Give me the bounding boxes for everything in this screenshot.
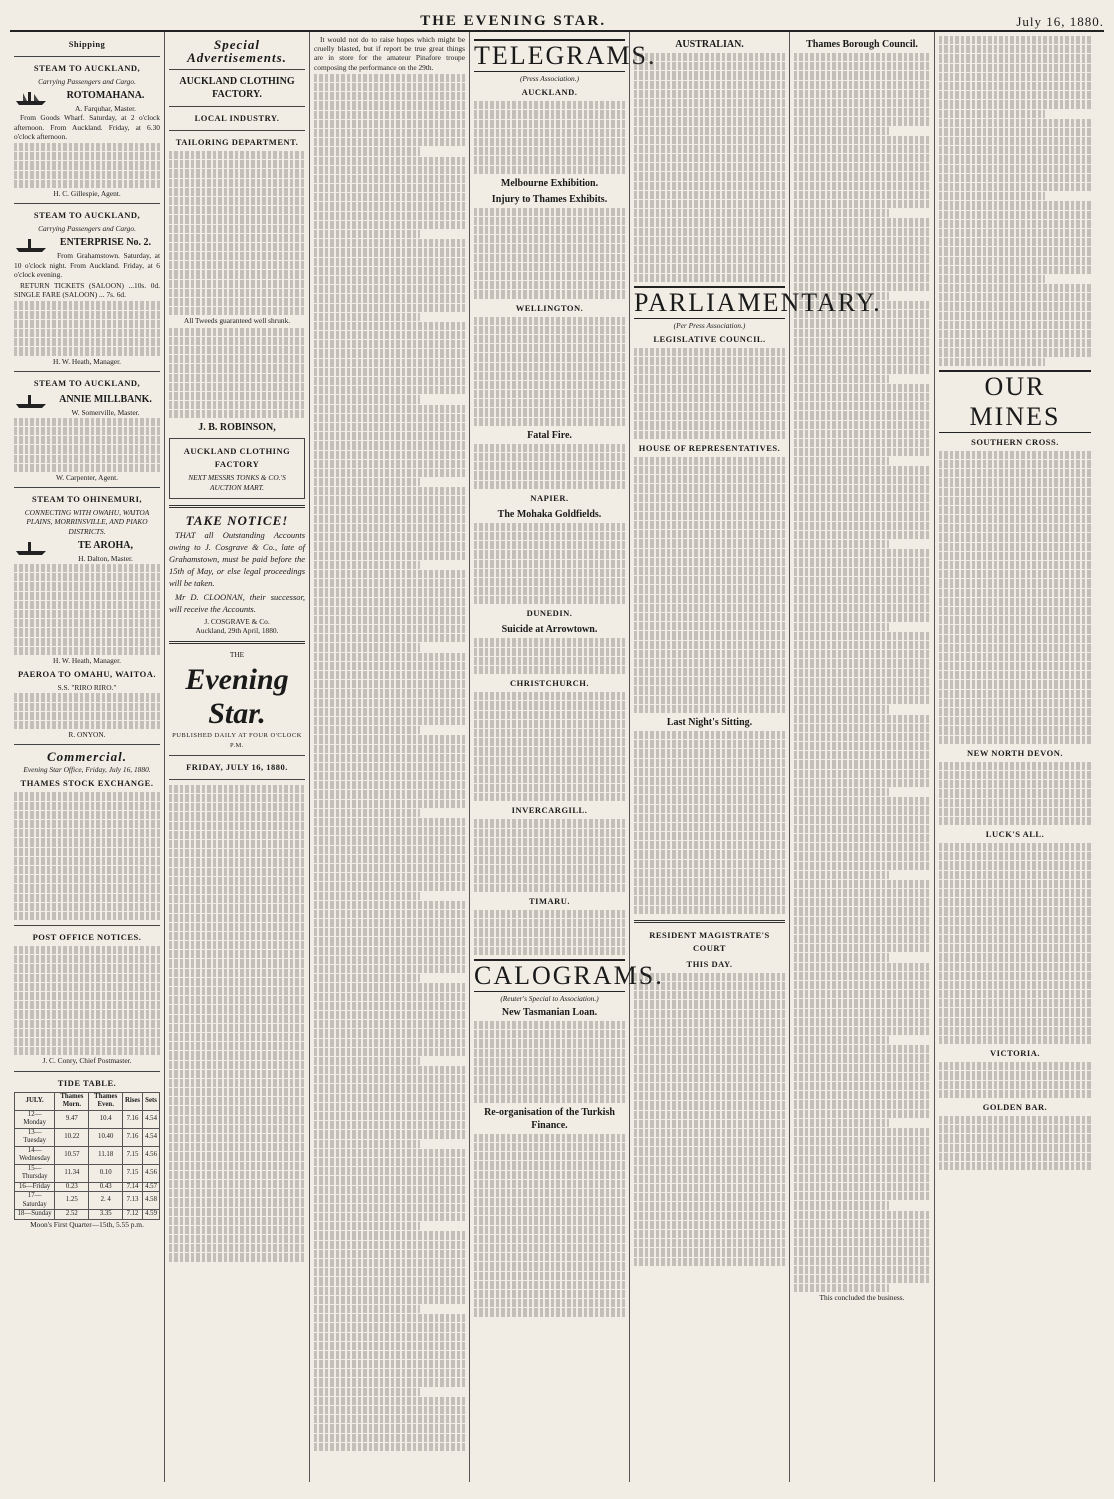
ad3-master: W. Somerville, Master. (71, 407, 140, 417)
ad5-title: PAEROA TO OMAHU, WAITOA. (17, 669, 157, 680)
headline-suicide: Suicide at Arrowtown. (501, 624, 598, 636)
mine-golden-bar: GOLDEN BAR. (982, 1101, 1048, 1112)
tide-cell: 3.35 (89, 1210, 123, 1220)
tide-cell: 7.16 (122, 1110, 142, 1128)
tide-cell: 7.15 (122, 1146, 142, 1164)
tide-cell: 14—Wednesday (15, 1146, 55, 1164)
ad5-ship: S.S. "RIRO RIRO." (57, 683, 117, 693)
parliamentary-heading: PARLIAMENTARY. (634, 287, 882, 317)
ad2-ship: ENTERPRISE No. 2. (59, 237, 152, 249)
tide-cell: 0.10 (89, 1164, 123, 1182)
parliamentary-sub: (Per Press Association.) (673, 320, 746, 330)
ad1-sub: Carrying Passengers and Cargo. (38, 77, 136, 86)
tide-cell: 9.47 (55, 1110, 89, 1128)
newspaper-title: THE EVENING STAR. (420, 13, 607, 29)
ad3-title: STEAM TO AUCKLAND, (33, 377, 141, 388)
tide-row (15, 1192, 160, 1210)
tide-row (15, 1146, 160, 1164)
tide-heading: TIDE TABLE. (57, 1077, 117, 1088)
australian-heading: AUSTRALIAN. (675, 39, 744, 50)
shipping-heading: Shipping (68, 39, 106, 49)
ad2-agent: H. W. Heath, Manager. (53, 356, 121, 366)
post-office-sign: J. C. Conry, Chief Postmaster. (42, 1056, 132, 1066)
post-office-heading: POST OFFICE NOTICES. (32, 932, 142, 943)
telegrams-heading: TELEGRAMS. (474, 41, 657, 70)
tide-cell: 17—Saturday (15, 1192, 55, 1210)
magistrates-court: RESIDENT MAGISTRATE'S COURT (649, 929, 770, 953)
place-dunedin: DUNEDIN. (526, 608, 573, 619)
masthead (10, 6, 1104, 32)
column-advertisements (165, 32, 310, 1482)
tailoring-dept: TAILORING DEPARTMENT. (175, 137, 299, 147)
tide-cell: 10.22 (55, 1128, 89, 1146)
notice-date: Auckland, 29th April, 1880. (195, 626, 279, 636)
moon-phase: Moon's First Quarter—15th, 5.55 p.m. (30, 1219, 144, 1229)
headline-thames-exhibits: Injury to Thames Exhibits. (491, 193, 608, 205)
local-industry: LOCAL INDUSTRY. (194, 113, 280, 123)
published-line: PUBLISHED DAILY AT FOUR O'CLOCK P.M. (172, 732, 302, 749)
tide-cell: 0.43 (89, 1182, 123, 1192)
place-invercargill: INVERCARGILL. (511, 805, 588, 816)
masthead-date: July 16, 1880. (1016, 14, 1104, 29)
steamship-icon (14, 392, 48, 410)
tide-row (15, 1110, 160, 1128)
column-borough-council (790, 32, 935, 1482)
ad1-title: STEAM TO AUCKLAND, (33, 63, 141, 73)
tide-cell: 12—Monday (15, 1110, 55, 1128)
ad1-master: A. Farquhar, Master. (74, 104, 137, 114)
tide-cell: 11.34 (55, 1164, 89, 1182)
tide-cell: 4.54 (143, 1128, 160, 1146)
tide-cell: 4.57 (143, 1182, 160, 1192)
exchange-heading: THAMES STOCK EXCHANGE. (20, 778, 154, 789)
tide-col-header: Thames Morn. (55, 1092, 89, 1110)
last-nights-sitting: Last Night's Sitting. (666, 717, 753, 729)
issue-dateline: FRIDAY, JULY 16, 1880. (186, 761, 288, 772)
column-telegrams (470, 32, 664, 1482)
tide-cell: 7.16 (122, 1128, 142, 1146)
council-end: This concluded the business. (819, 1293, 905, 1303)
ad3-ship: ANNIE MILLBANK. (59, 393, 152, 405)
tide-cell: 18—Sunday (15, 1210, 55, 1220)
tide-row (15, 1164, 160, 1182)
column-mines (935, 32, 1095, 1482)
notice-text: THAT all Outstanding Accounts owing to J. Cosgrave & Co., late of Grahamstown, must be paid before the 15th of May, or else legal proceedings will be taken. (169, 529, 305, 588)
place-auckland: AUCKLAND. (521, 87, 578, 98)
ad4-title: STEAM TO OHINEMURI, (31, 494, 143, 505)
ad2-sub: Carrying Passengers and Cargo. (38, 224, 136, 234)
borough-council-heading: Thames Borough Council. (806, 39, 918, 50)
place-wellington: WELLINGTON. (515, 302, 584, 313)
mine-victoria: VICTORIA. (990, 1048, 1040, 1059)
tide-cell: 0.23 (55, 1182, 89, 1192)
ad2-fares: RETURN TICKETS (SALOON) ...10s. 0d. SINGLE FARE (SALOON) ... 7s. 6d. (14, 280, 160, 300)
ad2-text: From Grahamstown. Saturday, at 10 o'clock night. From Auckland. Friday, at 6 o'clock evening. (14, 251, 160, 279)
our-mines-heading: OUR MINES (939, 370, 1091, 433)
tide-row (15, 1128, 160, 1146)
ad3-agent: W. Carpenter, Agent. (55, 473, 119, 483)
tide-cell: 10.4 (89, 1110, 123, 1128)
calograms-heading: CALOGRAMS. (474, 960, 664, 990)
tide-cell: 11.18 (89, 1146, 123, 1164)
tide-cell: 7.13 (122, 1192, 142, 1210)
telegrams-sub: (Press Association.) (519, 74, 580, 83)
place-napier: NAPIER. (530, 492, 569, 503)
tide-cell: 1.25 (55, 1192, 89, 1210)
robinson-address: NEXT MESSRS TONKS & CO.'S AUCTION MART. (188, 473, 286, 492)
columns (10, 32, 1104, 1482)
ad1-agent: H. C. Gillespie, Agent. (53, 188, 121, 198)
legislative-council: LEGISLATIVE COUNCIL. (653, 333, 766, 344)
evening-star-nameplate: Evening Star. (185, 663, 289, 731)
robinson-factory: AUCKLAND CLOTHING FACTORY (183, 446, 291, 470)
tide-col-header: Rises (122, 1092, 142, 1110)
tide-cell: 10.57 (55, 1146, 89, 1164)
calograms-sub: (Reuter's Special to Association.) (500, 993, 599, 1003)
tide-cell: 4.56 (143, 1146, 160, 1164)
robinson-name: J. B. ROBINSON, (198, 422, 276, 434)
column-shipping (10, 32, 165, 1482)
tide-cell: 4.59 (143, 1210, 160, 1220)
headline-fatal-fire: Fatal Fire. (527, 429, 572, 441)
notice-successor: Mr D. CLOONAN, their successor, will receive the Accounts. (169, 591, 305, 614)
tide-cell: 7.15 (122, 1164, 142, 1182)
ad1-text: From Goods Wharf. Saturday, at 2 o'clock afternoon. From Auckland. Friday, at 6.30 o'clock afternoon. (14, 113, 160, 141)
take-notice-heading: TAKE NOTICE! (185, 512, 289, 528)
tide-cell: 10.40 (89, 1128, 123, 1146)
tide-cell: 15—Thursday (15, 1164, 55, 1182)
commercial-heading: Commercial. (47, 749, 127, 765)
tide-row (15, 1182, 160, 1192)
steamship-icon (14, 236, 48, 254)
tide-cell: 16—Friday (15, 1182, 55, 1192)
tide-cell: 7.12 (122, 1210, 142, 1220)
tide-col-header: Thames Even. (89, 1092, 123, 1110)
tide-col-header: JULY. (15, 1092, 55, 1110)
tide-cell: 2. 4 (89, 1192, 123, 1210)
headline-turkish-finance: Re-organisation of the Turkish Finance. (484, 1106, 615, 1131)
headline-mohaka: The Mohaka Goldfields. (497, 508, 602, 520)
headline-melbourne: Melbourne Exhibition. (500, 177, 599, 189)
tide-cell: 13—Tuesday (15, 1128, 55, 1146)
ad1-ship: ROTOMAHANA. (66, 90, 145, 102)
mine-southern-cross: SOUTHERN CROSS. (971, 436, 1059, 447)
court-this-day: THIS DAY. (686, 958, 733, 969)
steamship-icon (14, 539, 48, 557)
ad2-title: STEAM TO AUCKLAND, (33, 210, 141, 221)
ad4-sub: CONNECTING WITH OWAHU, WAITOA PLAINS, MORRINSVILLE, AND PIAKO DISTRICTS. (24, 508, 150, 536)
mine-lucks-all: LUCK'S ALL. (985, 829, 1045, 840)
clothing-factory-title: AUCKLAND CLOTHING FACTORY. (179, 76, 295, 100)
paper-the: THE (229, 650, 245, 660)
ad4-master: H. Dalton, Master. (78, 553, 133, 563)
special-ads-heading: Special Advertisements. (187, 37, 287, 65)
house-of-reps: HOUSE OF REPRESENTATIVES. (638, 442, 781, 453)
ad4-agent: H. W. Heath, Manager. (53, 655, 121, 665)
tide-row (15, 1210, 160, 1220)
headline-tasmanian-loan: New Tasmanian Loan. (501, 1007, 598, 1019)
commercial-date: Evening Star Office, Friday, July 16, 1880. (23, 765, 151, 775)
tide-cell: 2.52 (55, 1210, 89, 1220)
place-christchurch: CHRISTCHURCH. (510, 678, 589, 689)
column-editorial (310, 32, 470, 1482)
editorial-lead: It would not do to raise hopes which might be cruelly blasted, but if report be true great things are in store for the amateur Pinafore troupe composing the performance on the 29th. (314, 35, 465, 72)
notice-sign: J. COSGRAVE & Co. (204, 616, 270, 626)
ad5-agent: R. ONYON. (68, 730, 106, 740)
tide-cell: 4.56 (143, 1164, 160, 1182)
tide-table (14, 1092, 160, 1220)
mine-new-north-devon: NEW NORTH DEVON. (967, 747, 1063, 758)
tide-col-header: Sets (143, 1092, 160, 1110)
tide-cell: 4.54 (143, 1110, 160, 1128)
ad4-ship: TE AROHA, (77, 539, 133, 551)
tweeds-note: All Tweeds guaranteed well shrunk. (183, 316, 291, 326)
tide-cell: 7.14 (122, 1182, 142, 1192)
tide-cell: 4.58 (143, 1192, 160, 1210)
steamship-icon (14, 89, 48, 107)
place-timaru: TIMARU. (528, 895, 571, 906)
